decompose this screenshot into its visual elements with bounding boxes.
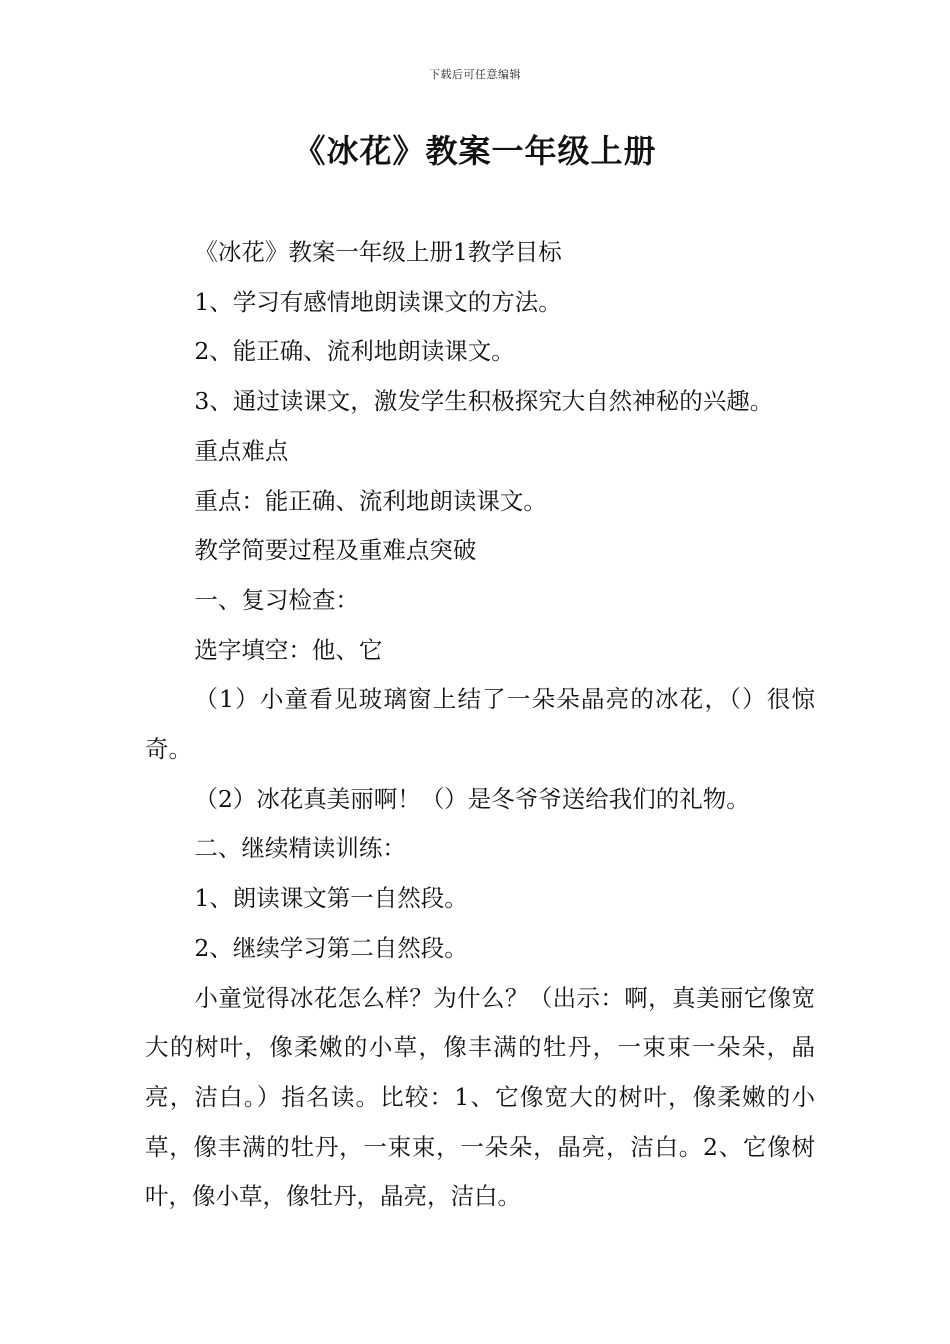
paragraph-step-1: 1、朗读课文第一自然段。 [194, 884, 468, 913]
paragraph-exercise-2: （2）冰花真美丽啊！（）是冬爷爷送给我们的礼物。 [194, 784, 750, 813]
paragraph-key-point: 重点：能正确、流利地朗读课文。 [194, 486, 547, 515]
paragraph-objective-3: 3、通过读课文，激发学生积极探究大自然神秘的兴趣。 [194, 387, 774, 416]
paragraph-section-two-heading: 二、继续精读训练： [194, 834, 406, 863]
paragraph-objective-2: 2、能正确、流利地朗读课文。 [194, 337, 515, 366]
paragraph-key-points-heading: 重点难点 [194, 436, 289, 465]
paragraph-fill-in-instruction: 选字填空：他、它 [194, 635, 383, 664]
paragraph-objective-1: 1、学习有感情地朗读课文的方法。 [194, 287, 562, 316]
document-title: 《冰花》教案一年级上册 [293, 132, 657, 170]
paragraph-step-2: 2、继续学习第二自然段。 [194, 933, 468, 962]
paragraph-exercise-1: （1）小童看见玻璃窗上结了一朵朵晶亮的冰花，（）很惊奇。 [145, 685, 815, 764]
paragraph-process-heading: 教学简要过程及重难点突破 [194, 536, 477, 565]
document-body [145, 228, 815, 1222]
paragraph-objectives-heading: 《冰花》教案一年级上册1教学目标 [194, 238, 562, 266]
paragraph-discussion: 小童觉得冰花怎么样？为什么？（出示：啊，真美丽它像宽大的树叶，像柔嫩的小草，像丰满的牡丹，一束束一朵朵，晶亮，洁白。）指名读。比较：1、它像宽大的树叶，像柔嫩的小草，像丰满的牡丹，一束束，一朵朵，晶亮，洁白。2、它像树叶，像小草，像牡丹，晶亮，洁白。 [145, 983, 815, 1211]
paragraph-section-one-heading: 一、复习检查： [194, 585, 359, 614]
header-note: 下载后可任意编辑 [429, 68, 521, 81]
